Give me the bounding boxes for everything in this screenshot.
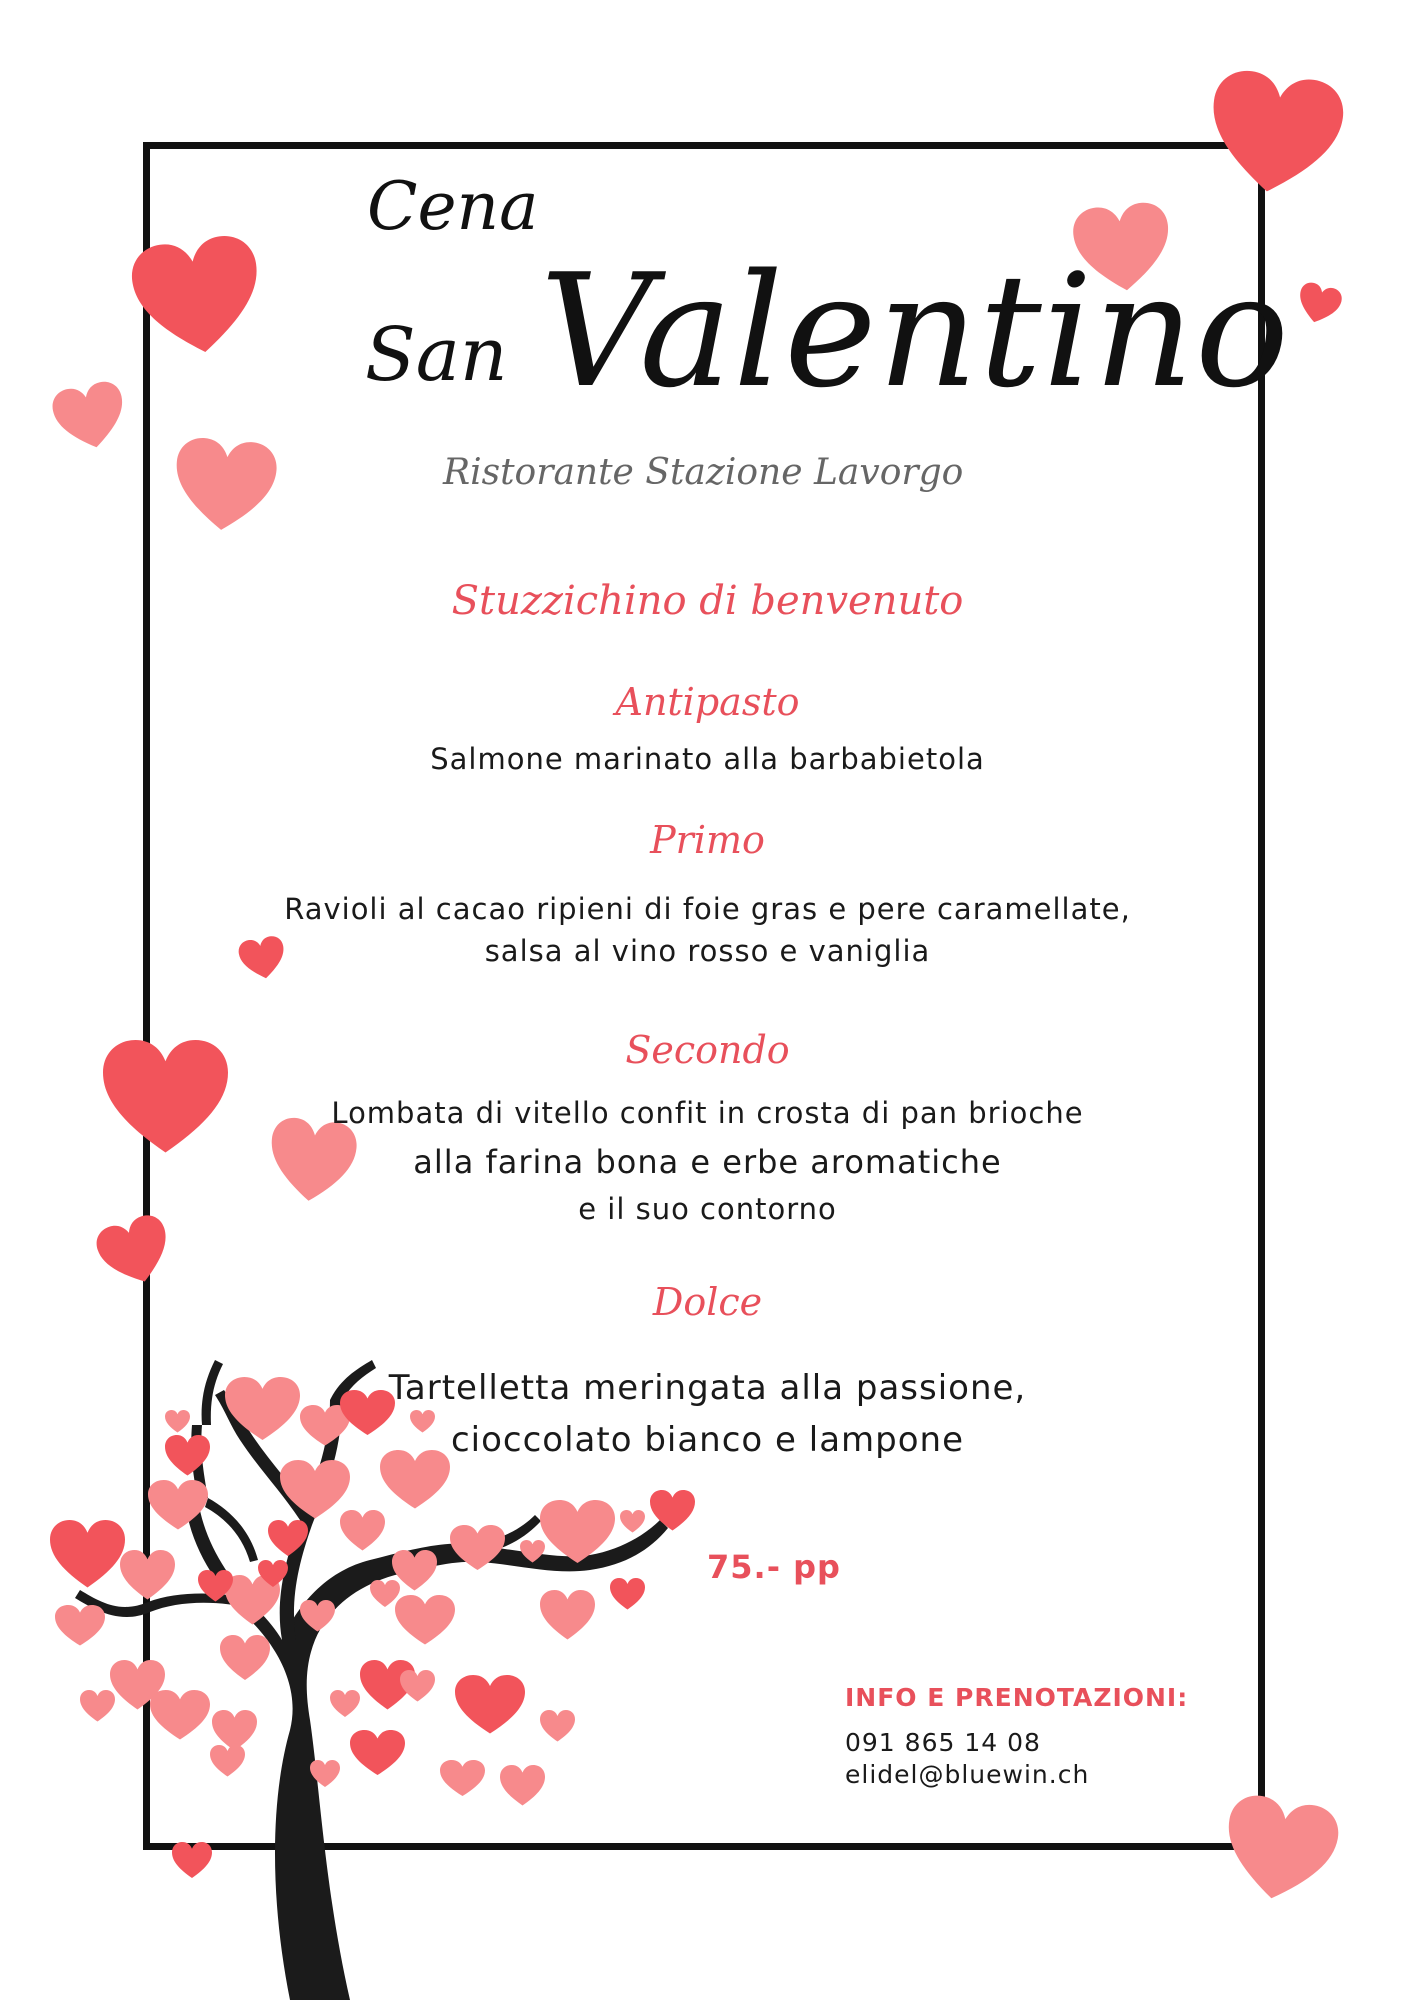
dish-line: Tartelletta meringata alla passione, <box>388 1368 1027 1408</box>
dish-line: Salmone marinato alla barbabietola <box>430 742 985 776</box>
course-dolce-heading: Dolce <box>652 1280 763 1324</box>
title-cena: Cena <box>367 168 539 245</box>
heart-icon <box>171 436 278 534</box>
heart-icon <box>128 232 267 361</box>
price: 75.- pp <box>707 1548 841 1586</box>
welcome-heading: Stuzzichino di benvenuto <box>451 578 964 624</box>
heart-icon <box>49 378 131 454</box>
dish-line: e il suo contorno <box>578 1192 837 1226</box>
title-san: San <box>365 312 508 398</box>
email-address[interactable]: elidel@bluewin.ch <box>845 1760 1090 1789</box>
dish-line: alla farina bona e erbe aromatiche <box>413 1143 1002 1181</box>
info-heading: INFO E PRENOTAZIONI: <box>845 1683 1189 1712</box>
dish-line: cioccolato bianco e lampone <box>450 1420 965 1460</box>
heart-icon <box>1202 67 1347 201</box>
dish-line: Lombata di vitello confit in crosta di pan brioche <box>331 1096 1084 1130</box>
title-valentino: Valentino <box>540 240 1290 422</box>
dish-line: Ravioli al cacao ripieni di foie gras e pere caramellate, <box>284 892 1131 926</box>
heart-icon <box>1217 1791 1343 1908</box>
course-antipasto-heading: Antipasto <box>615 680 800 724</box>
dish-line: salsa al vino rosso e vaniglia <box>484 934 931 968</box>
restaurant-name: Ristorante Stazione Lavorgo <box>443 452 964 493</box>
course-secondo-heading: Secondo <box>625 1028 790 1072</box>
heart-icon <box>1294 280 1344 327</box>
course-primo-heading: Primo <box>650 818 765 862</box>
phone-number[interactable]: 091 865 14 08 <box>845 1728 1041 1757</box>
heart-icon <box>172 1842 212 1878</box>
